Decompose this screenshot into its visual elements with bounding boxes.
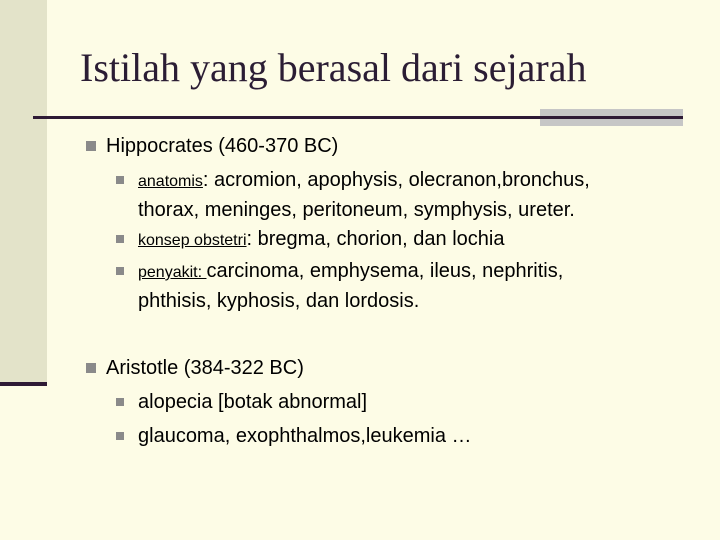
term-text: carcinoma, emphysema, ileus, nephritis, [206,260,564,282]
term-separator: : [246,228,253,250]
decorative-left-bar [0,0,47,385]
term-text-cont: phthisis, kyphosis, dan lordosis. [138,290,420,312]
term-separator: : [202,169,209,191]
list-item-alopecia: alopecia [botak abnormal] [116,388,367,416]
term-label: anatomis [138,173,203,190]
term-text-cont: thorax, meninges, peritoneum, symphysis, ureter. [138,199,575,221]
square-bullet-icon [116,267,124,275]
square-bullet-icon [116,398,124,406]
section-heading-aristotle: Aristotle (384-322 BC) [86,356,304,380]
square-bullet-icon [116,235,124,243]
square-bullet-icon [86,363,96,373]
term-label: konsep obstetri [138,232,247,249]
term-text: acromion, apophysis, olecranon,bronchus, [208,169,590,191]
square-bullet-icon [116,432,124,440]
list-item-konsep-obstetri [116,225,504,255]
decorative-left-bar-tip [0,382,47,386]
title-rule [33,116,683,119]
term-text: bregma, chorion, dan lochia [252,228,505,250]
list-item-anatomis [116,166,590,224]
section-heading-hippocrates: Hippocrates (460-370 BC) [86,134,338,158]
slide-title: Istilah yang berasal dari sejarah [80,45,587,90]
list-item-glaucoma: glaucoma, exophthalmos,leukemia … [116,422,472,450]
term-label: penyakit: [138,264,207,281]
list-item-penyakit [116,257,563,315]
square-bullet-icon [116,176,124,184]
square-bullet-icon [86,141,96,151]
